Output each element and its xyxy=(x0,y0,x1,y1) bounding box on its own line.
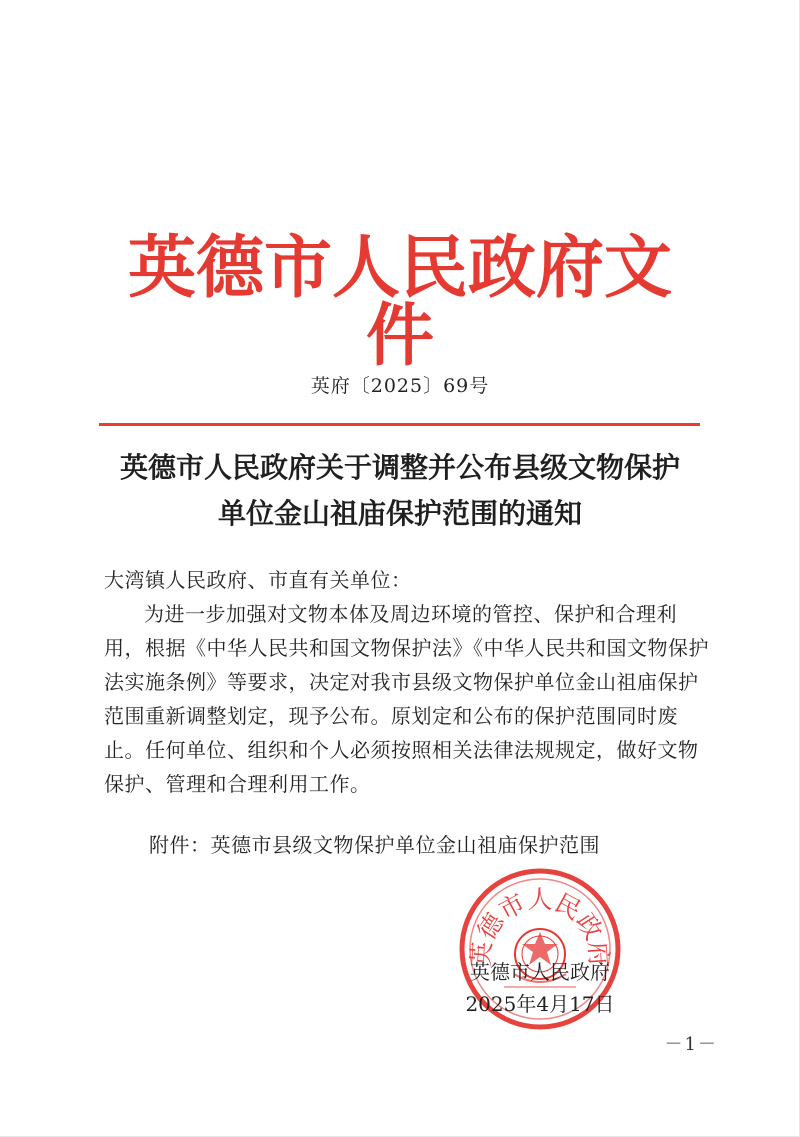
notice-title-line-2: 单位金山祖庙保护范围的通知 xyxy=(217,497,582,530)
page-number: －1－ xyxy=(664,1034,718,1055)
signature-block xyxy=(445,956,635,1020)
issuer-name: 英德市人民政府 xyxy=(470,960,610,984)
notice-title-line-1: 英德市人民政府关于调整并公布县级文物保护 xyxy=(119,451,680,484)
issue-date: 2025年4月17日 xyxy=(465,992,615,1016)
svg-text:英德市人民政府: 英德市人民政府 xyxy=(466,885,614,968)
notice-title xyxy=(95,445,705,537)
masthead-title: 英德市人民政府文件 xyxy=(127,228,672,376)
red-divider-line xyxy=(99,423,700,426)
document-number: 英府〔2025〕69号 xyxy=(310,375,490,397)
attachment-line: 附件：英德市县级文物保护单位金山祖庙保护范围 xyxy=(149,833,600,857)
salutation: 大湾镇人民政府、市直有关单位： xyxy=(104,568,412,592)
main-paragraph: 为进一步加强对文物本体及周边环境的管控、保护和合理利用，根据《中华人民共和国文物保护法》《中华人民共和国文物保护法实施条例》等要求，决定对我市县级文物保护单位金山祖庙保护范围重新调整划定，现予公布。原划定和公布的保护范围同时废止。任何单位、组织和个人必须按照相关法律法规规定，做好文物保护、管理和合理利用工作。 xyxy=(104,602,709,796)
notice-body xyxy=(104,563,714,801)
